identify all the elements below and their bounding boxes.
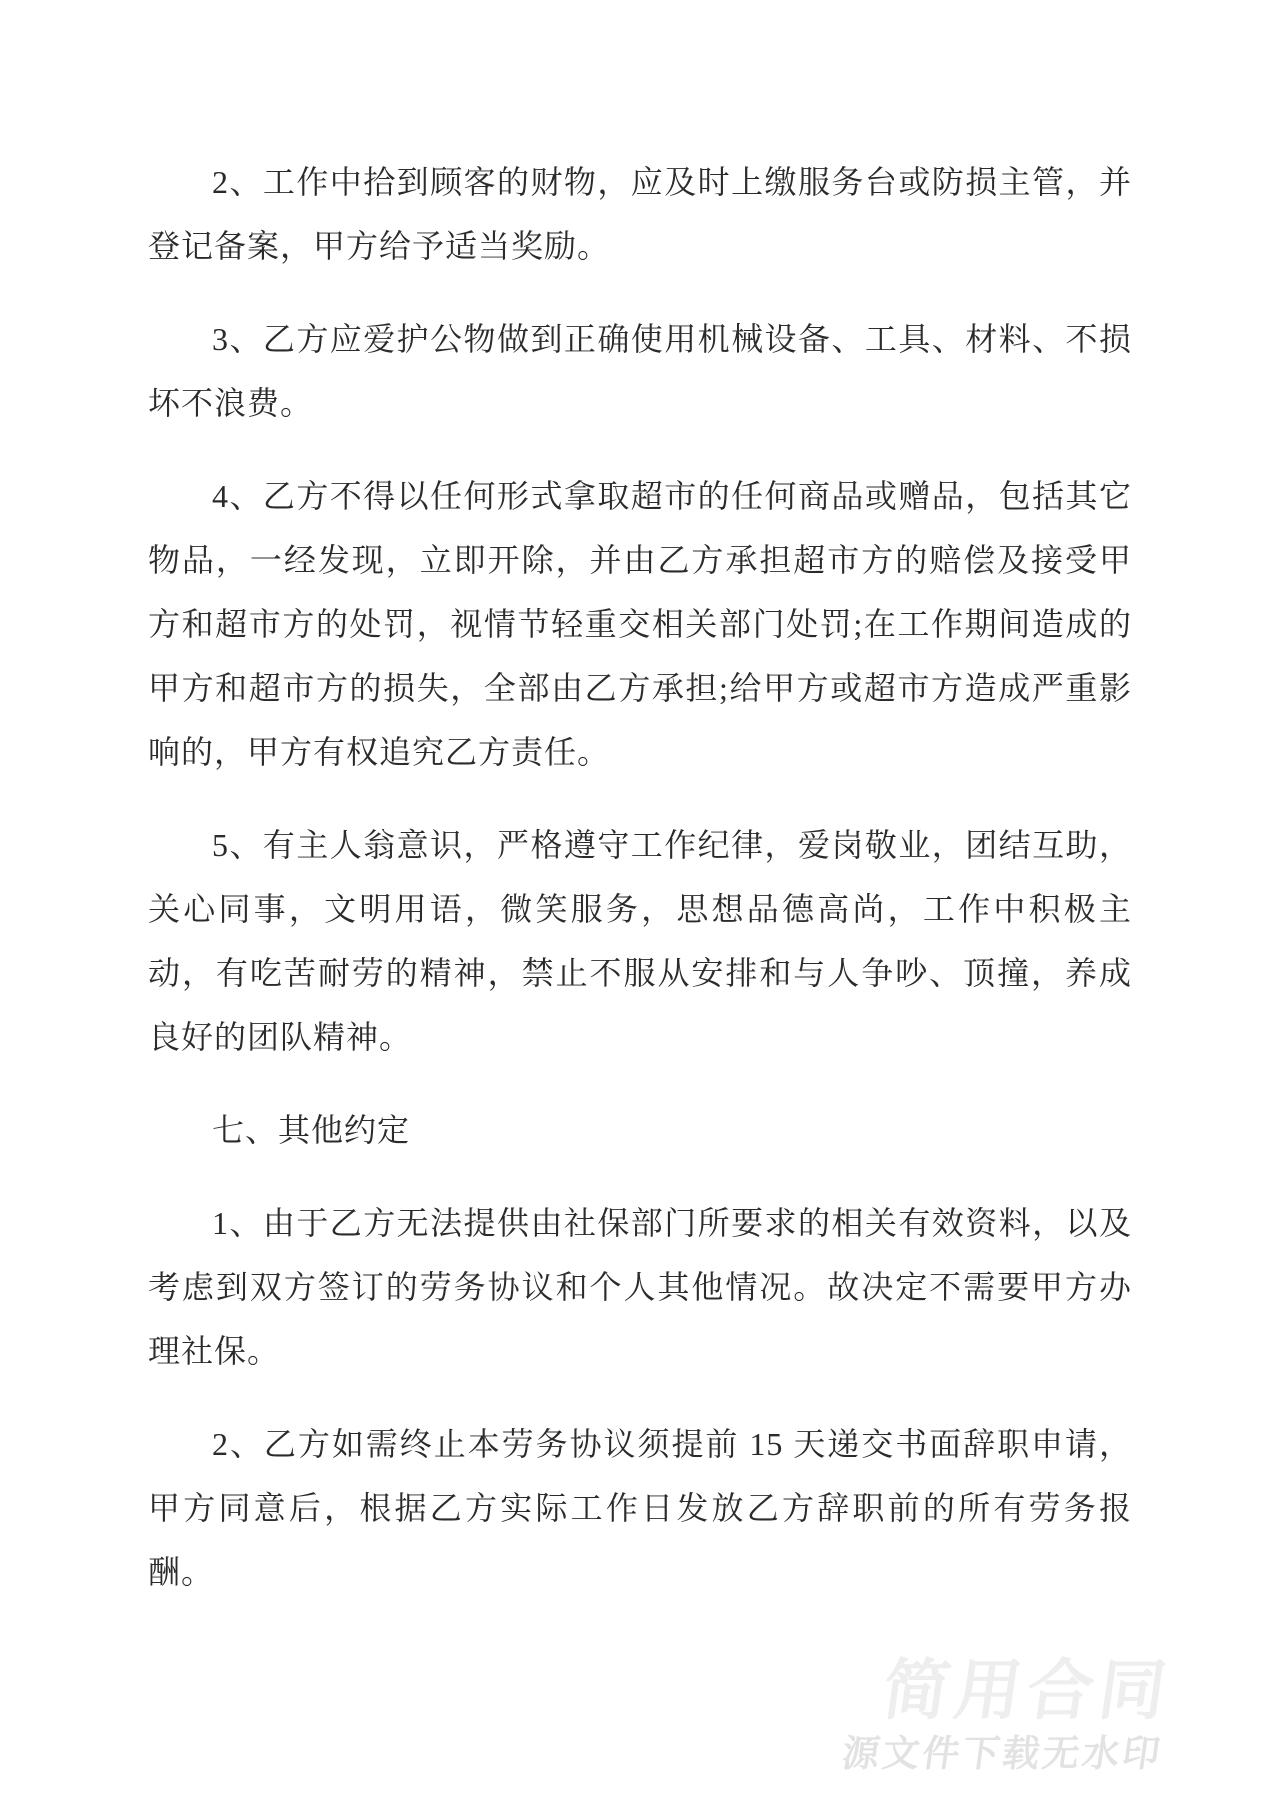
contract-clause: 1、由于乙方无法提供由社保部门所要求的相关有效资料，以及考虑到双方签订的劳务协议和个人其他情况。故决定不需要甲方办理社保。 (148, 1205, 1132, 1369)
section-heading-other-terms: 七、其他约定 (212, 1112, 411, 1148)
contract-clause: 4、乙方不得以任何形式拿取超市的任何商品或赠品，包括其它物品，一经发现，立即开除，并由乙方承担超市方的赔偿及接受甲方和超市方的处罚，视情节轻重交相关部门处罚;在工作期间造成的甲方和超市方的损失，全部由乙方承担;给甲方或超市方造成严重影响的，甲方有权追究乙方责任。 (148, 478, 1132, 770)
watermark-subtitle: 源文件下载无水印 (839, 1733, 1166, 1774)
watermark (839, 1653, 1177, 1774)
contract-clause: 2、工作中拾到顾客的财物，应及时上缴服务台或防损主管，并登记备案，甲方给予适当奖励。 (148, 164, 1132, 264)
contract-clause: 5、有主人翁意识，严格遵守工作纪律，爱岗敬业，团结互助，关心同事，文明用语，微笑服务，思想品德高尚，工作中积极主动，有吃苦耐劳的精神，禁止不服从安排和与人争吵、顶撞，养成良好的团队精神。 (148, 827, 1132, 1055)
contract-body (148, 150, 1132, 1633)
contract-clause: 3、乙方应爱护公物做到正确使用机械设备、工具、材料、不损坏不浪费。 (148, 321, 1132, 421)
contract-clause: 2、乙方如需终止本劳务协议须提前 15 天递交书面辞职申请，甲方同意后，根据乙方实际工作日发放乙方辞职前的所有劳务报酬。 (148, 1426, 1132, 1590)
watermark-title: 简用合同 (878, 1653, 1177, 1727)
